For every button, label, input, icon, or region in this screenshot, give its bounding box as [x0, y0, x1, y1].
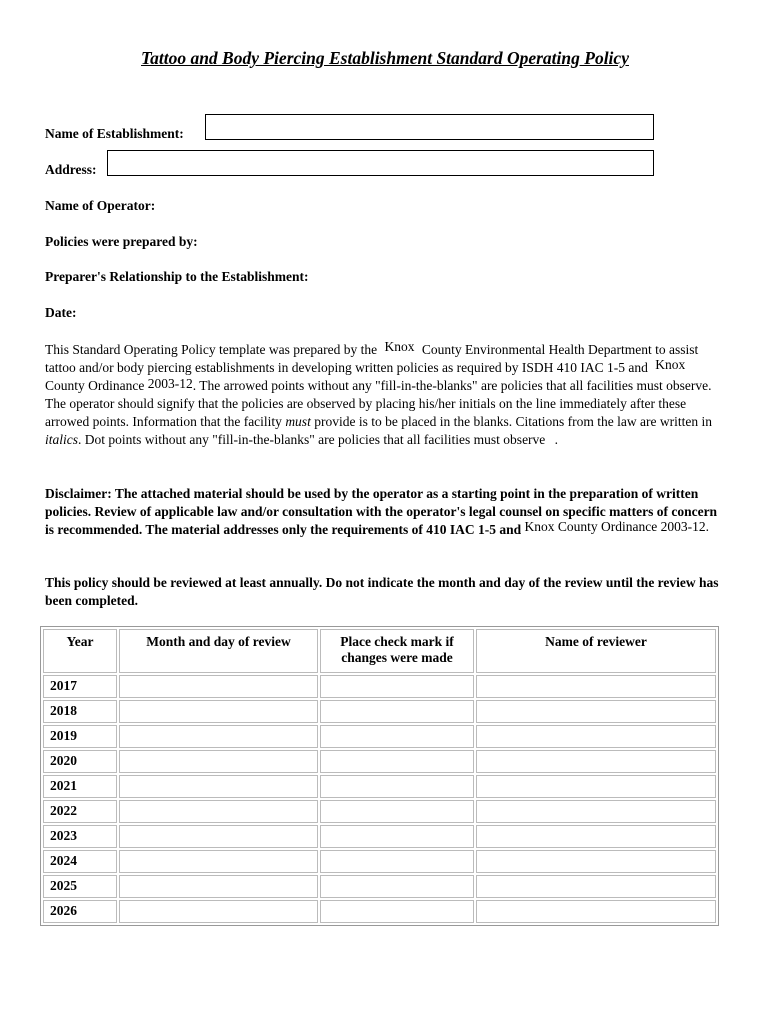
- month-day-cell[interactable]: [119, 725, 318, 748]
- check-mark-header: Place check mark if changes were made: [320, 629, 474, 673]
- address-label: Address:: [45, 162, 97, 177]
- table-row: [43, 700, 716, 723]
- month-day-cell[interactable]: [119, 800, 318, 823]
- check-cell[interactable]: [320, 675, 474, 698]
- disclaimer-tail[interactable]: Knox County Ordinance 2003-12.: [524, 519, 709, 534]
- table-row: [43, 675, 716, 698]
- intro-text: .: [554, 432, 559, 447]
- operator-label: Name of Operator:: [45, 198, 156, 213]
- intro-text: This Standard Operating Policy template was prepared by the: [45, 342, 378, 357]
- check-cell[interactable]: [320, 725, 474, 748]
- prepared-by-label: Policies were prepared by:: [45, 234, 198, 249]
- year-cell: 2018: [43, 700, 117, 723]
- year-cell: 2024: [43, 850, 117, 873]
- must-text: must: [285, 414, 311, 429]
- date-label: Date:: [45, 305, 77, 320]
- table-row: [43, 900, 716, 923]
- reviewer-cell[interactable]: [476, 775, 716, 798]
- intro-text: . Dot points without any "fill-in-the-blanks" are policies that all facilities must observe: [78, 432, 546, 447]
- reviewer-cell[interactable]: [476, 750, 716, 773]
- month-day-header: Month and day of review: [119, 629, 318, 673]
- reviewer-cell[interactable]: [476, 900, 716, 923]
- check-cell[interactable]: [320, 850, 474, 873]
- year-cell: 2021: [43, 775, 117, 798]
- year-cell: 2023: [43, 825, 117, 848]
- reviewer-cell[interactable]: [476, 875, 716, 898]
- intro-text: County Environmental Health Department to assist tattoo and/or body piercing establishments in developing written policies as required by ISDH 410 IAC 1-5 and: [45, 342, 699, 375]
- table-row: [43, 875, 716, 898]
- year-cell: 2025: [43, 875, 117, 898]
- intro-paragraph: [45, 341, 725, 449]
- review-table: [40, 626, 719, 926]
- intro-text: . The arrowed points without any "fill-in-the-blanks" are policies that all facilities must observe. The operator should signify that the policies are observed by placing his/her initials on the line immediately after these arrowed points. Information that the facility: [45, 378, 712, 429]
- check-cell[interactable]: [320, 800, 474, 823]
- reviewer-cell[interactable]: [476, 800, 716, 823]
- check-cell[interactable]: [320, 875, 474, 898]
- year-cell: 2022: [43, 800, 117, 823]
- establishment-field[interactable]: [205, 114, 654, 140]
- check-cell[interactable]: [320, 750, 474, 773]
- italics-text: italics: [45, 432, 78, 447]
- reviewer-cell[interactable]: [476, 850, 716, 873]
- month-day-cell[interactable]: [119, 825, 318, 848]
- table-row: [43, 825, 716, 848]
- reviewer-cell[interactable]: [476, 675, 716, 698]
- review-table-header: [43, 629, 716, 673]
- month-day-cell[interactable]: [119, 775, 318, 798]
- reviewer-cell[interactable]: [476, 825, 716, 848]
- check-cell[interactable]: [320, 900, 474, 923]
- month-day-cell[interactable]: [119, 675, 318, 698]
- year-cell: 2020: [43, 750, 117, 773]
- year-header: Year: [43, 629, 117, 673]
- check-cell[interactable]: [320, 700, 474, 723]
- ordinance-fill[interactable]: 2003-12: [147, 376, 193, 391]
- year-cell: 2017: [43, 675, 117, 698]
- table-row: [43, 775, 716, 798]
- month-day-cell[interactable]: [119, 900, 318, 923]
- address-field[interactable]: [107, 150, 654, 176]
- reviewer-header: Name of reviewer: [476, 629, 716, 673]
- month-day-cell[interactable]: [119, 875, 318, 898]
- relationship-label: Preparer's Relationship to the Establishment:: [45, 269, 309, 284]
- review-note: This policy should be reviewed at least annually. Do not indicate the month and day of the review until the review has been completed.: [45, 575, 719, 608]
- month-day-cell[interactable]: [119, 700, 318, 723]
- establishment-label: Name of Establishment:: [45, 126, 184, 141]
- table-row: [43, 800, 716, 823]
- county-fill[interactable]: Knox: [384, 339, 415, 354]
- disclaimer-paragraph: [45, 485, 725, 539]
- year-cell: 2026: [43, 900, 117, 923]
- document-title: Tattoo and Body Piercing Establishment Standard Operating Policy: [141, 48, 629, 68]
- disclaimer-text: Disclaimer: The attached material should be used by the operator as a starting point in the preparation of written policies. Review of applicable law and/or consultation with the operator's legal counsel on specific matters of concern is recommended. The material addresses only the requirements of 410 IAC 1-5 and: [45, 486, 718, 537]
- reviewer-cell[interactable]: [476, 725, 716, 748]
- reviewer-cell[interactable]: [476, 700, 716, 723]
- month-day-cell[interactable]: [119, 750, 318, 773]
- table-row: [43, 750, 716, 773]
- intro-text: County Ordinance: [45, 378, 145, 393]
- year-cell: 2019: [43, 725, 117, 748]
- check-cell[interactable]: [320, 775, 474, 798]
- table-row: [43, 725, 716, 748]
- table-row: [43, 850, 716, 873]
- county-fill[interactable]: Knox: [655, 357, 686, 372]
- check-cell[interactable]: [320, 825, 474, 848]
- month-day-cell[interactable]: [119, 850, 318, 873]
- intro-text: provide is to be placed in the blanks. Citations from the law are written in: [314, 414, 712, 429]
